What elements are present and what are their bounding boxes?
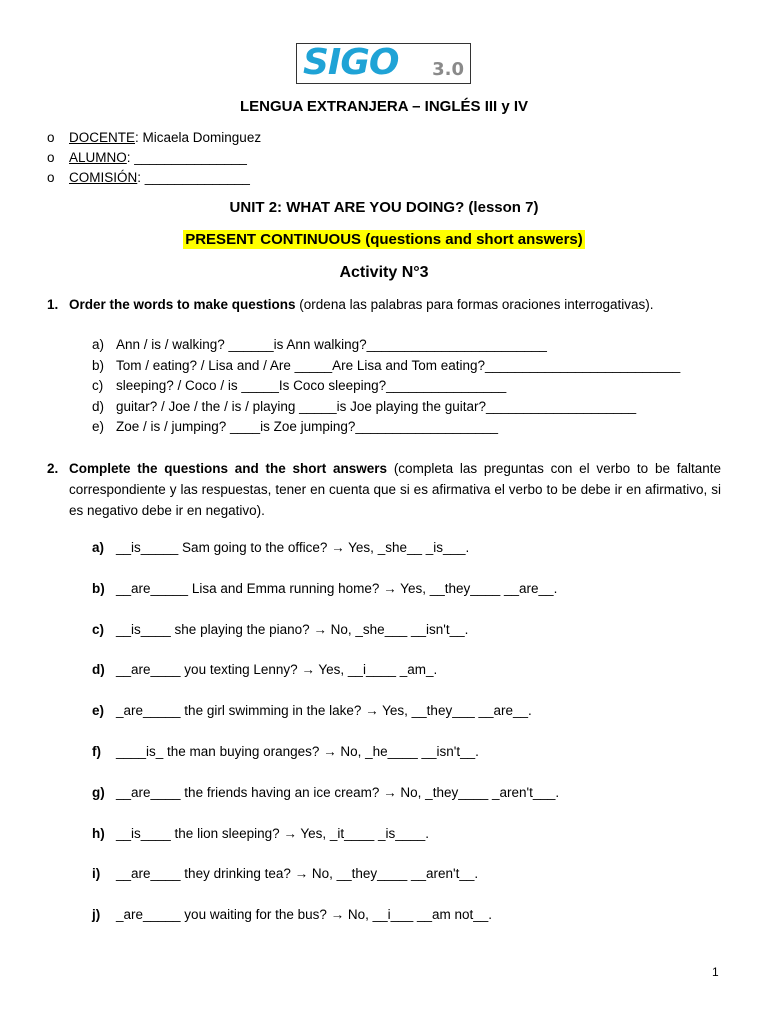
page-number: 1 <box>712 965 719 979</box>
item-text: Tom / eating? / Lisa and / Are _____Are Lisa and Tom eating?__________________________ <box>116 357 681 373</box>
exercise-number: 2. <box>47 461 59 476</box>
instruction-bold: Complete the questions and the short answers <box>69 461 388 476</box>
field-value: : _______________ <box>126 150 247 165</box>
field-label: ALUMNO <box>69 150 127 165</box>
list-item <box>92 397 680 418</box>
bullet-icon: o <box>47 150 55 165</box>
exercise-2-heading <box>47 458 721 521</box>
list-item <box>92 826 559 867</box>
field-comision <box>47 168 261 188</box>
sigo-logo <box>296 43 471 84</box>
unit-title: UNIT 2: WHAT ARE YOU DOING? (lesson 7) <box>229 199 539 216</box>
list-item <box>92 581 559 622</box>
list-item <box>92 540 559 581</box>
list-item <box>92 356 680 377</box>
item-text: __is____ the lion sleeping? → Yes, _it____ _is____. <box>116 825 429 841</box>
item-text: _are_____ you waiting for the bus? → No, __i___ __am not__. <box>116 907 493 923</box>
item-letter: b) <box>92 580 105 596</box>
list-item <box>92 703 559 744</box>
item-letter: c) <box>92 378 104 393</box>
exercise-2-items <box>92 540 559 948</box>
item-text: Ann / is / walking? ______is Ann walking?________________________ <box>116 337 547 352</box>
logo-word: SIGO <box>303 42 399 83</box>
item-text: guitar? / Joe / the / is / playing _____is Joe playing the guitar?____________________ <box>116 398 637 414</box>
item-letter: h) <box>92 825 105 841</box>
topic-highlight: PRESENT CONTINUOUS (questions and short answers) <box>185 231 583 248</box>
instruction-rest: (completa las preguntas con el verbo to be faltante correspondiente y las respuestas, tener en cuenta que si es afirmativa el verbo to be debe ir en afirmativo, si es negativo debe ir en negativo). <box>69 461 721 518</box>
item-letter: b) <box>92 357 105 373</box>
item-letter: f) <box>92 743 101 759</box>
exercise-instruction <box>69 458 721 521</box>
bullet-icon: o <box>47 130 55 145</box>
list-item <box>92 907 559 948</box>
item-text: __are____ you texting Lenny? → Yes, __i____ _am_. <box>116 662 438 678</box>
item-letter: d) <box>92 662 105 678</box>
field-alumno <box>47 148 261 168</box>
list-item <box>92 417 680 438</box>
item-letter: e) <box>92 419 105 434</box>
item-text: __are____ they drinking tea? → No, __they____ __aren't__. <box>116 866 479 882</box>
list-item <box>92 376 680 397</box>
activity-title: Activity N°3 <box>339 264 429 281</box>
exercise-instruction <box>69 294 721 315</box>
item-letter: a) <box>92 337 105 352</box>
item-letter: i) <box>92 866 101 882</box>
bullet-icon: o <box>47 170 55 185</box>
item-text: __is____ she playing the piano? → No, _she___ __isn't__. <box>116 621 469 637</box>
field-value: : ______________ <box>137 170 250 185</box>
field-docente <box>47 128 261 148</box>
item-letter: g) <box>92 784 105 800</box>
field-label: DOCENTE <box>69 130 136 145</box>
list-item <box>92 335 680 356</box>
topic-heading <box>0 231 768 248</box>
exercise-1-items <box>92 335 680 438</box>
field-label: COMISIÓN <box>69 170 138 185</box>
list-item <box>92 622 559 663</box>
list-item <box>92 662 559 703</box>
item-text: Zoe / is / jumping? ____is Zoe jumping?___________________ <box>116 419 499 434</box>
item-letter: e) <box>92 703 105 719</box>
exercise-1-heading <box>47 294 721 315</box>
course-title: LENGUA EXTRANJERA – INGLÉS III y IV <box>239 98 529 115</box>
exercise-number: 1. <box>47 297 59 312</box>
item-letter: c) <box>92 621 105 637</box>
item-letter: j) <box>92 907 101 923</box>
item-letter: d) <box>92 398 105 414</box>
item-text: __are____ the friends having an ice cream? → No, _they____ _aren't___. <box>116 784 560 800</box>
list-item <box>92 744 559 785</box>
header-fields <box>47 128 261 188</box>
instruction-rest: (ordena las palabras para formas oraciones interrogativas). <box>295 297 654 312</box>
item-letter: a) <box>92 540 105 555</box>
item-text: __is_____ Sam going to the office? → Yes, _she__ _is___. <box>116 540 470 555</box>
list-item <box>92 866 559 907</box>
item-text: sleeping? / Coco / is _____Is Coco sleeping?________________ <box>116 378 507 393</box>
item-text: _are_____ the girl swimming in the lake? → Yes, __they___ __are__. <box>116 703 532 719</box>
logo-version: 3.0 <box>432 59 464 80</box>
field-value: : Micaela Dominguez <box>135 130 262 145</box>
item-text: __are_____ Lisa and Emma running home? → Yes, __they____ __are__. <box>116 580 558 596</box>
instruction-bold: Order the words to make questions <box>69 297 296 312</box>
item-text: ____is_ the man buying oranges? → No, _he____ __isn't__. <box>116 743 479 759</box>
list-item <box>92 785 559 826</box>
